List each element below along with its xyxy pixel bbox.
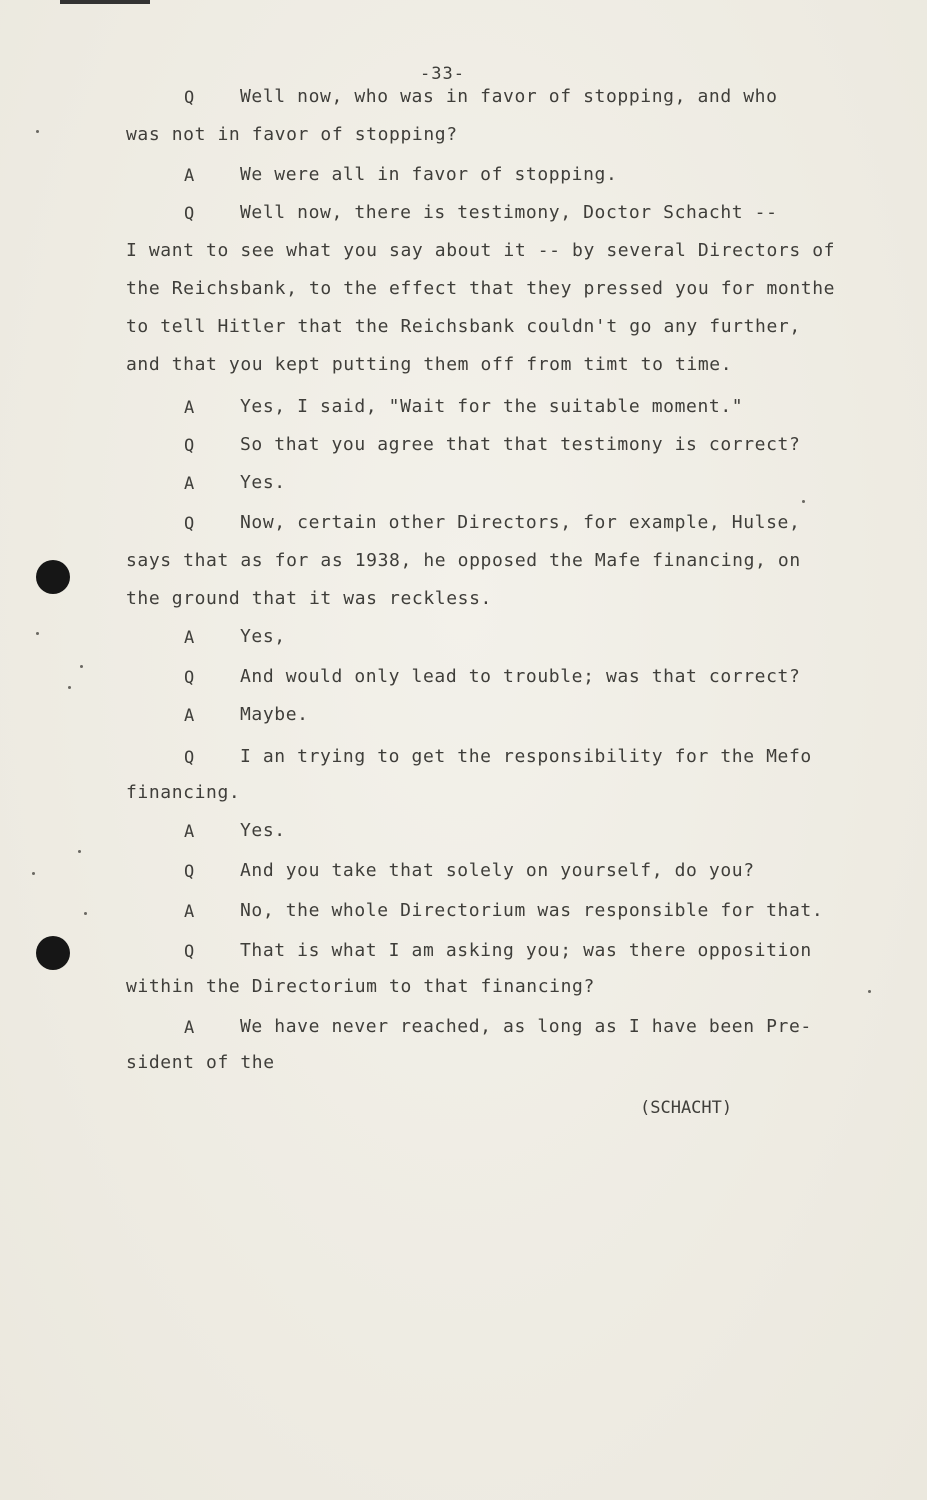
question-marker: Q	[184, 748, 195, 768]
transcript-line: That is what I am asking you; was there opposition	[240, 940, 812, 961]
paper-speck	[868, 990, 871, 993]
question-marker: Q	[184, 668, 195, 688]
transcript-line: the ground that it was reckless.	[126, 588, 492, 609]
transcript-line: Yes.	[240, 472, 286, 493]
paper-speck	[36, 632, 39, 635]
transcript-line: No, the whole Directorium was responsible for that.	[240, 900, 824, 921]
paper-speck	[36, 130, 39, 133]
transcript-line: And you take that solely on yourself, do you?	[240, 860, 755, 881]
question-marker: Q	[184, 514, 195, 534]
transcript-line: was not in favor of stopping?	[126, 124, 458, 145]
answer-marker: A	[184, 398, 195, 418]
transcript-line: Yes,	[240, 626, 286, 647]
transcript-line: sident of the	[126, 1052, 275, 1073]
transcript-line: financing.	[126, 782, 241, 803]
answer-marker: A	[184, 166, 195, 186]
transcript-line: I want to see what you say about it -- by several Directors of	[126, 240, 836, 261]
answer-marker: A	[184, 706, 195, 726]
transcript-line: Maybe.	[240, 704, 309, 725]
transcript-line: So that you agree that that testimony is correct?	[240, 434, 801, 455]
transcript-line: and that you kept putting them off from timt to time.	[126, 354, 733, 375]
paper-speck	[32, 872, 35, 875]
question-marker: Q	[184, 204, 195, 224]
transcript-line: to tell Hitler that the Reichsbank couldn't go any further,	[126, 316, 801, 337]
question-marker: Q	[184, 436, 195, 456]
question-marker: Q	[184, 942, 195, 962]
answer-marker: A	[184, 628, 195, 648]
top-edge-mark	[60, 0, 150, 4]
paper-speck	[68, 686, 71, 689]
page-number: -33-	[420, 64, 465, 84]
punch-hole-lower	[36, 936, 70, 970]
paper-speck	[80, 665, 83, 668]
paper-speck	[84, 912, 87, 915]
transcript-line: Well now, who was in favor of stopping, and who	[240, 86, 778, 107]
transcript-line: says that as for as 1938, he opposed the Mafe financing, on	[126, 550, 801, 571]
answer-marker: A	[184, 1018, 195, 1038]
answer-marker: A	[184, 474, 195, 494]
transcript-line: I an trying to get the responsibility for the Mefo	[240, 746, 812, 767]
paper-speck	[78, 850, 81, 853]
transcript-line: We have never reached, as long as I have been Pre-	[240, 1016, 812, 1037]
question-marker: Q	[184, 88, 195, 108]
paper-speck	[802, 500, 805, 503]
transcript-line: Well now, there is testimony, Doctor Schacht --	[240, 202, 778, 223]
answer-marker: A	[184, 902, 195, 922]
witness-name: (SCHACHT)	[640, 1098, 733, 1118]
punch-hole-upper	[36, 560, 70, 594]
transcript-line: We were all in favor of stopping.	[240, 164, 618, 185]
answer-marker: A	[184, 822, 195, 842]
transcript-line: the Reichsbank, to the effect that they pressed you for monthe	[126, 278, 836, 299]
transcript-line: within the Directorium to that financing?	[126, 976, 595, 997]
transcript-line: Yes.	[240, 820, 286, 841]
question-marker: Q	[184, 862, 195, 882]
transcript-line: Now, certain other Directors, for example, Hulse,	[240, 512, 801, 533]
transcript-line: Yes, I said, "Wait for the suitable moment."	[240, 396, 744, 417]
transcript-line: And would only lead to trouble; was that correct?	[240, 666, 801, 687]
